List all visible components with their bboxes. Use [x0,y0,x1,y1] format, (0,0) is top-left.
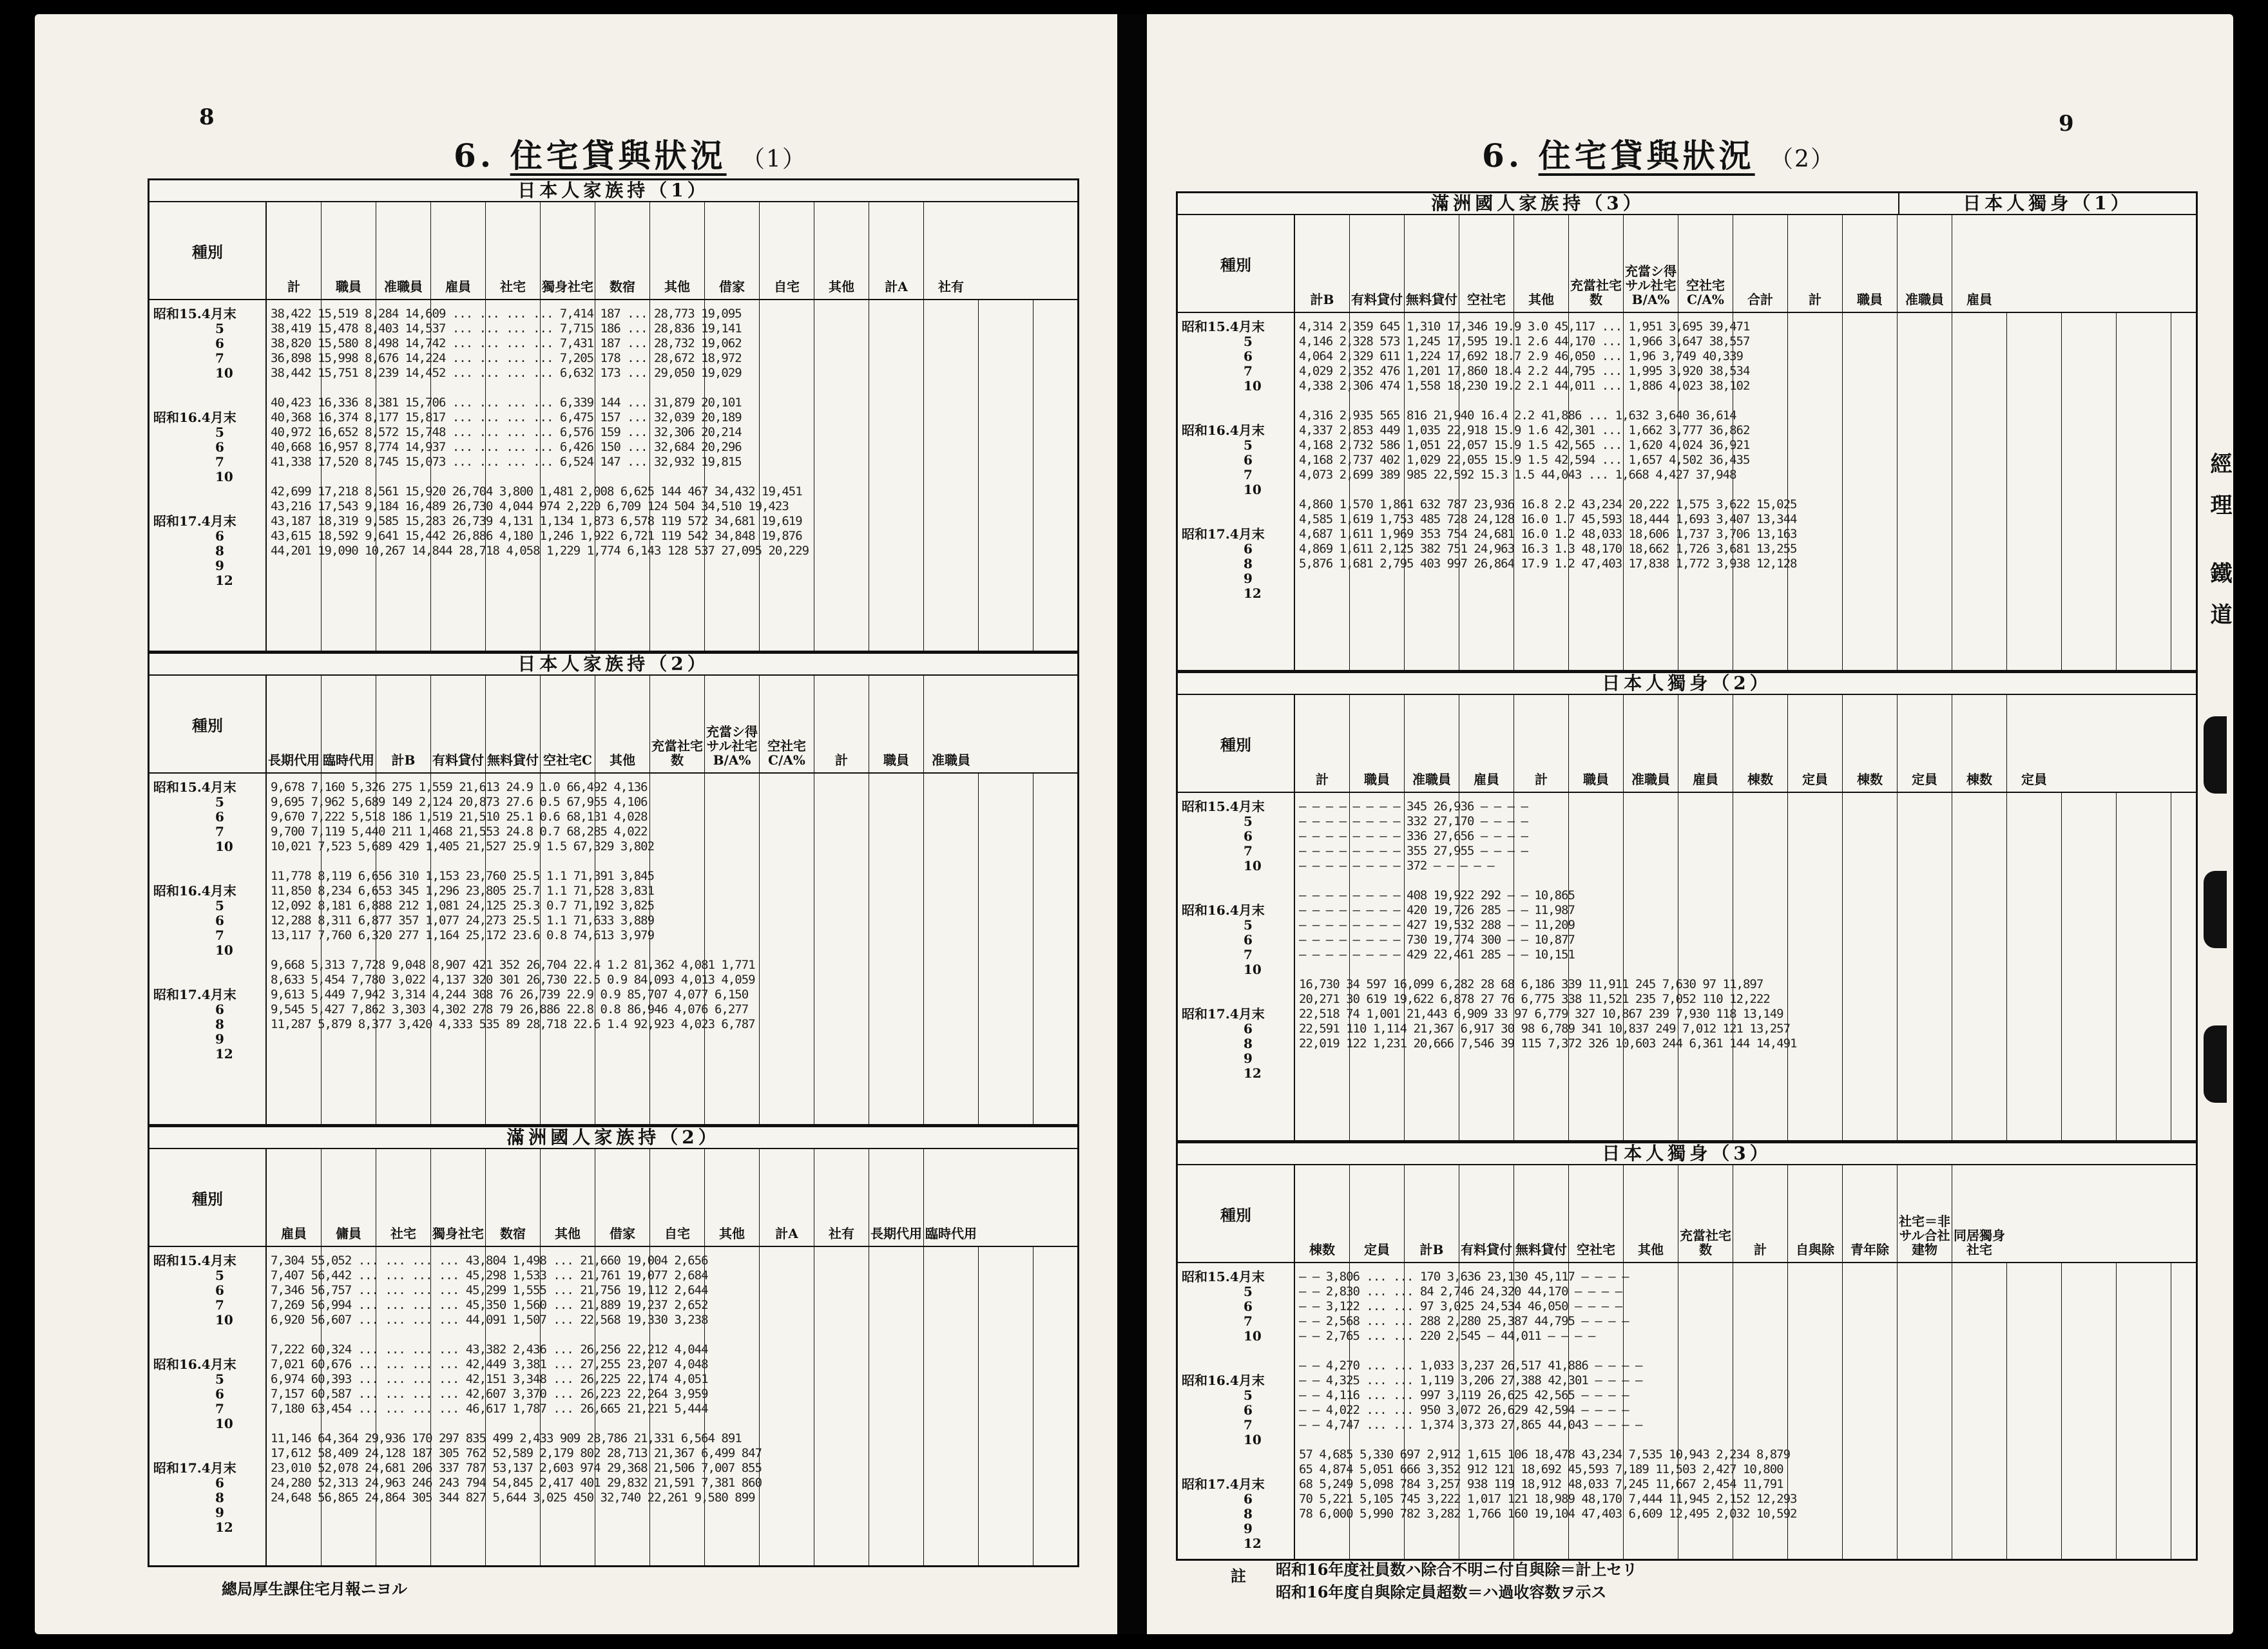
row-label: 昭和15.4月末 [1182,799,1265,814]
column-header: 傭員 [322,1149,376,1246]
row-label: 7 [215,454,224,470]
column-header: 准職員 [1624,695,1678,792]
column-header: 充當シ得サル社宅B/A% [1624,215,1678,312]
row-label: 5 [1244,1387,1253,1403]
note-line-2: 昭和16年度自與除定員超数＝ハ過收容数ヲ示ス [1276,1583,1607,1601]
table-title: 日本人獨身（2） [1178,673,2196,695]
title-suffix: （2） [1770,146,1835,173]
title-main: 住宅貸與狀況 [510,137,727,175]
column-header: 計A [869,202,924,299]
row-label: 昭和17.4月末 [1182,1476,1265,1492]
column-header: 其他 [650,202,705,299]
column-header: 雇員 [267,1149,322,1246]
row-label: 6 [215,1475,224,1491]
row-label: 5 [215,794,224,810]
row-label: 5 [1244,334,1253,349]
column-header: 雇員 [1966,292,1992,307]
row-label: 昭和17.4月末 [1182,1006,1265,1022]
column-headers [1295,695,2196,793]
row-label: 6 [1244,1402,1253,1418]
page-number-right: 9 [2059,111,2074,137]
column-header: 獨身社宅 [541,202,595,299]
column-header: 職員 [322,202,376,299]
row-label: 昭和17.4月末 [153,513,236,529]
column-header: 雇員 [1459,695,1514,792]
column-header: 計 [1295,695,1350,792]
row-label: 6 [1244,452,1253,468]
table-manchukuo-family-2 [148,1125,1079,1567]
title-main: 住宅貸與狀況 [1538,137,1755,175]
column-header: 長期代用 [869,1149,924,1246]
left-page [35,14,1117,1634]
column-headers [1295,215,2196,313]
table-title: 日本人家族持（2） [149,654,1077,676]
column-header: 准職員 [376,202,431,299]
row-label: 12 [1244,586,1262,601]
column-header: 社有 [938,279,964,294]
row-label: 5 [1244,917,1253,933]
row-label: 6 [1244,828,1253,844]
column-header: 計A [760,1149,814,1246]
column-header: 計 [267,202,322,299]
column-header: 職員 [1843,215,1898,312]
table-manchukuo-family-3 [1176,191,2198,672]
row-label: 6 [1244,348,1253,364]
row-label: 10 [215,365,233,381]
row-label: 昭和17.4月末 [153,1460,236,1476]
row-label: 10 [1244,482,1262,497]
row-label: 7 [1244,843,1253,859]
row-label: 昭和15.4月末 [153,306,236,321]
row-label: 7 [1244,363,1253,379]
row-label: 10 [215,469,233,484]
row-header: 種別 [1178,1165,1294,1263]
column-header: 定員 [1350,1165,1405,1262]
book-gutter [1117,14,1147,1634]
edge-tab [2204,871,2227,948]
column-header: 臨時代用 [322,676,376,772]
row-label: 10 [1244,1432,1262,1447]
column-header: 借家 [705,202,760,299]
table-japanese-single-2 [1176,671,2198,1142]
row-labels [149,202,267,651]
right-page [1147,14,2233,1634]
table-body [267,300,1077,651]
column-header: 充當社宅数 [650,676,705,772]
table-japanese-family-1 [148,178,1079,653]
row-label: 7 [215,1297,224,1313]
row-label: 昭和15.4月末 [1182,1269,1265,1284]
column-header: 空社宅 [1459,215,1514,312]
column-header: 計 [1788,215,1843,312]
page-title-right [1482,130,1835,176]
table-figures: 7,304 55,052 ... ... ... ... 43,804 1,498 ... 21,660 19,004 2,656 7,407 56,442 ... ... ... ... 45,298 1,533 ... 21,761 19,077 2,684 7,346 56,757 ... ... ... ... 45,299 1,555 ... 21,756 19,112 2,644 7,269 56,994 ... ... ... ... 45,350 1,560 ... 21,889 19,237 2,652 6,920 56,607 ... ... ... ... 44,091 1,507 ... 22,568 19,330 3,238 7,222 60,324 ... ... ... ... 43,382 2,436 ... 26,256 22,212 4,044 7,021 60,676 ... ... ... ... 42,449 3,381 ... 27,255 23,207 4,048 6,974 60,393 ... ... ... ... 42,151 3,348 ... 26,225 22,174 4,051 7,157 60,587 ... ... ... ... 42,607 3,370 ... 26,223 22,264 3,959 7,180 63,454 ... ... ... ... 46,617 1,787 ... 26,665 21,221 5,444 11,146 64,364 29,936 170 297 835 499 2,433 909 28,786 21,331 6,564 891 17,612 58,409 24,128 187 305 762 52,589 2,179 802 28,713 21,367 6,499 847 23,010 52,078 24,681 206 337 787 53,137 2,603 974 29,368 21,506 7,007 855 24,280 52,313 24,963 246 243 794 54,845 2,417 401 29,832 21,591 7,381 860 24,648 56,865 24,864 305 344 827 5,644 3,025 450 32,740 22,261 9,580 899 [271,1253,762,1505]
title-prefix: 6. [1482,137,1524,175]
row-label: 5 [1244,1284,1253,1299]
row-label: 6 [1244,541,1253,557]
row-labels [149,676,267,1124]
column-header: 合計 [1733,215,1788,312]
row-header: 種別 [149,676,265,774]
table-figures: — — 3,806 ... ... 170 3,636 23,130 45,117 — — — — — — 2,830 ... ... 84 2,746 24,320 44,170 — — — — — — 3,122 ... ... 97 3,025 24,534 46,050 — — — — — — 2,568 ... ... 288 2,280 25,387 44,795 — — — — — — 2,765 ... ... 220 2,545 — 44,011 — — — — — — 4,270 ... ... 1,033 3,237 26,517 41,886 — — — — — — 4,325 ... ... 1,119 3,206 27,388 42,301 — — — — — — 4,116 ... ... 997 3,119 26,625 42,565 — — — — — — 4,022 ... ... 950 3,072 26,629 42,594 — — — — — — 4,747 ... ... 1,374 3,373 27,865 44,043 — — — — 57 4,685 5,330 697 2,912 1,615 106 18,478 43,234 7,535 10,943 2,234 8,879 65 4,874 5,051 666 3,352 912 121 18,692 45,593 7,189 11,503 2,427 10,800 68 5,249 5,098 784 3,257 938 119 18,912 48,033 7,245 11,667 2,454 11,791 70 5,221 5,105 745 3,222 1,017 121 18,989 48,170 7,444 11,945 2,152 12,293 78 6,000 5,990 782 3,282 1,766 160 19,104 47,403 6,609 12,495 2,032 10,592 [1299,1270,1797,1521]
column-header: 空社宅C/A% [1678,215,1733,312]
table-title: 日本人家族持（1） [149,180,1077,202]
row-label: 12 [215,1046,233,1062]
row-label: 6 [215,1386,224,1402]
row-label: 5 [215,898,224,913]
footer-source: 總局厚生課住宅月報ニヨル [222,1579,407,1598]
table-title: 日本人獨身（3） [1178,1143,2196,1165]
row-label: 5 [215,1268,224,1283]
title-suffix: （1） [742,146,807,173]
column-header: 計B [1295,215,1350,312]
column-header: 職員 [1350,695,1405,792]
column-header: 社宅 [486,202,541,299]
column-header: 其他 [1624,1165,1678,1262]
column-header: 青年除 [1843,1165,1898,1262]
column-header: 計B [1405,1165,1459,1262]
row-label: 昭和15.4月末 [1182,319,1265,334]
column-header: 無料貸付 [1514,1165,1569,1262]
row-header: 種別 [1178,695,1294,793]
table-figures: 9,678 7,160 5,326 275 1,559 21,613 24.9 1.0 66,492 4,136 9,695 7,962 5,689 149 2,124 20,873 27.6 0.5 67,955 4,106 9,670 7,222 5,518 186 1,519 21,510 25.1 0.6 68,131 4,028 9,700 7,119 5,440 211 1,468 21,553 24.8 0.7 68,285 4,022 10,021 7,523 5,689 429 1,405 21,527 25.9 1.5 67,329 3,802 11,778 8,119 6,656 310 1,153 23,760 25.5 1.1 71,391 3,845 11,850 8,234 6,653 345 1,296 23,805 25.7 1.1 71,528 3,831 12,092 8,181 6,888 212 1,081 24,125 25.3 0.7 71,192 3,825 12,288 8,311 6,877 357 1,077 24,273 25.5 1.1 71,633 3,889 13,117 7,760 6,320 277 1,164 25,172 23.6 0.8 74,613 3,979 9,668 5,313 7,728 9,048 8,907 421 352 26,704 22.4 1.2 81,362 4,081 1,771 8,633 5,454 7,780 3,022 4,137 320 301 26,730 22.5 0.9 84,093 4,013 4,059 9,613 5,449 7,942 3,314 4,244 308 76 26,739 22.9 0.9 85,707 4,077 6,150 9,545 5,427 7,862 3,303 4,302 278 79 26,886 22.8 0.8 86,946 4,076 6,277 11,287 5,879 8,377 3,420 4,333 535 89 28,718 22.6 1.4 92,923 4,023 6,787 [271,780,755,1031]
edge-tab [2204,1025,2227,1103]
row-label: 7 [1244,467,1253,482]
row-label: 6 [1244,1021,1253,1036]
column-header: 社有 [814,1149,869,1246]
row-label: 5 [1244,814,1253,829]
row-label: 5 [215,424,224,440]
row-label: 7 [215,824,224,839]
row-label: 9 [1244,1051,1253,1066]
row-label: 9 [215,558,224,573]
table-body [1295,1263,2196,1559]
column-header: 其他 [1514,215,1569,312]
row-label: 6 [215,1002,224,1017]
table-japanese-single-3 [1176,1141,2198,1561]
table-title: 滿洲國人家族持（3） [1431,193,1645,214]
column-header: 借家 [595,1149,650,1246]
row-label: 8 [215,1016,224,1032]
column-header: 自宅 [760,202,814,299]
row-label: 10 [1244,962,1262,977]
row-header: 種別 [149,202,265,300]
column-header: 其他 [595,676,650,772]
row-label: 10 [215,1416,233,1431]
column-headers [267,202,1077,300]
column-header: 棟数 [1733,695,1788,792]
column-header: 准職員 [932,752,970,768]
table-title: 滿洲國人家族持（2） [149,1127,1077,1149]
row-label: 7 [215,928,224,943]
column-header: 社宅 [376,1149,431,1246]
row-label: 昭和16.4月末 [153,410,236,425]
column-header: 准職員 [1898,215,1952,312]
column-header: 空社宅 [1569,1165,1624,1262]
row-label: 昭和16.4月末 [153,1357,236,1372]
table-body [267,1247,1077,1565]
row-label: 昭和16.4月末 [153,883,236,899]
row-label: 7 [215,350,224,366]
title-prefix: 6. [454,137,495,175]
column-header: 充當シ得サル社宅B/A% [705,676,760,772]
table-title-secondary: 日本人獨身（1） [1898,193,2196,214]
row-label: 昭和16.4月末 [1182,902,1265,918]
column-header: 准職員 [1405,695,1459,792]
table-figures: — — — — — — — — 345 26,936 — — — — — — — — — — — — 332 27,170 — — — — — — — — — — — — 336 27,656 — — — — — — — — — — — — 355 27,955 — — — — — — — — — — — — 372 — — — — — — — — — — — — — 408 19,922 292 — — 10,865 — — — — — — — — 420 19,726 285 — — 11,987 — — — — — — — — 427 19,532 288 — — 11,209 — — — — — — — — 730 19,774 300 — — 10,877 — — — — — — — — 429 22,461 285 — — 10,151 16,730 34 597 16,099 6,282 28 68 6,186 339 11,911 245 7,630 97 11,897 20,271 30 619 19,622 6,878 27 76 6,775 338 11,521 235 7,052 110 12,222 22,518 74 1,001 21,443 6,909 33 97 6,779 327 10,867 239 7,930 118 13,149 22,591 110 1,114 21,367 6,917 30 98 6,789 341 10,837 249 7,012 121 13,257 22,019 122 1,231 20,666 7,546 39 115 7,372 326 10,603 244 6,361 144 14,491 [1299,799,1797,1051]
row-label: 12 [1244,1536,1262,1551]
column-header: 棟数 [1843,695,1898,792]
edge-tab [2204,716,2227,794]
row-header: 種別 [1178,215,1294,313]
column-header: 計B [376,676,431,772]
row-labels [1178,215,1295,670]
row-label: 10 [1244,858,1262,873]
column-header: 社宅＝非サル合社建物 [1898,1165,1952,1262]
column-header: 定員 [1898,695,1952,792]
row-label: 8 [1244,556,1253,571]
row-label: 昭和17.4月末 [1182,526,1265,542]
column-header: 計 [1514,695,1569,792]
row-label: 7 [1244,1417,1253,1433]
page-number-left: 8 [199,104,215,130]
table-body [1295,313,2196,670]
row-label: 8 [1244,1506,1253,1521]
column-header: 計 [1733,1165,1788,1262]
table-body [267,774,1077,1124]
row-header: 種別 [149,1149,265,1247]
table-figures: 4,314 2,359 645 1,310 17,346 19.9 3.0 45,117 ... 1,951 3,695 39,471 4,146 2,328 573 1,245 17,595 19.1 2.6 44,170 ... 1,966 3,647 38,557 4,064 2,329 611 1,224 17,692 18.7 2.9 46,050 ... 1,96 3,749 40,339 4,029 2,352 476 1,201 17,860 18.4 2.2 44,795 ... 1,995 3,920 38,534 4,338 2,306 474 1,558 18,230 19.2 2.1 44,011 ... 1,886 4,023 38,102 4,316 2,935 565 816 21,940 16.4 2.2 41,886 ... 1,632 3,640 36,614 4,337 2,853 449 1,035 22,918 15.9 1.6 42,301 ... 1,662 3,777 36,862 4,168 2,732 586 1,051 22,057 15.9 1.5 42,565 ... 1,620 4,024 36,921 4,168 2,737 402 1,029 22,055 15.9 1.5 42,594 ... 1,657 4,502 36,435 4,073 2,699 389 985 22,592 15.3 1.5 44,043 ... 1,668 4,427 37,948 4,860 1,570 1,861 632 787 23,936 16.8 2.2 43,234 20,222 1,575 3,622 15,025 4,585 1,619 1,753 485 728 24,128 16.0 1.7 45,593 18,444 1,693 3,407 13,344 4,687 1,611 1,969 353 754 24,681 16.0 1.2 48,033 18,606 1,737 3,706 13,163 4,869 1,611 2,125 382 751 24,963 16.3 1.3 48,170 18,662 1,726 3,681 13,255 5,876 1,681 2,795 403 997 26,864 17.9 1.2 47,403 17,838 1,772 3,938 12,128 [1299,319,1797,571]
row-label: 10 [215,839,233,854]
row-labels [1178,695,1295,1140]
row-label: 6 [1244,932,1253,948]
note-line-1: 昭和16年度社員数ハ除合不明ニ付自與除＝計上セリ [1276,1560,1638,1579]
column-header: 無料貸付 [1405,215,1459,312]
page-title-left [454,130,807,176]
column-header: 同居獨身社宅 [1954,1228,2005,1257]
row-label: 5 [1244,437,1253,453]
row-label: 10 [215,942,233,958]
row-label: 6 [215,913,224,928]
column-header: 空社宅C/A% [760,676,814,772]
column-header: 職員 [869,676,924,772]
column-header: 定員 [2021,772,2047,787]
column-header: 充當社宅数 [1678,1165,1733,1262]
table-body [1295,793,2196,1140]
row-label: 9 [1244,1521,1253,1536]
row-label: 8 [215,1490,224,1505]
column-header: 空社宅C [541,676,595,772]
row-label: 6 [215,336,224,351]
row-label: 昭和17.4月末 [153,987,236,1002]
column-header: 臨時代用 [925,1226,977,1241]
column-header: 其他 [541,1149,595,1246]
column-header: 有料貸付 [1459,1165,1514,1262]
row-label: 7 [1244,1313,1253,1329]
column-header: 棟数 [1295,1165,1350,1262]
note-label: 註 [1231,1567,1246,1585]
column-header: 数宿 [595,202,650,299]
row-label: 12 [215,1520,233,1535]
column-headers [1295,1165,2196,1263]
row-label: 6 [1244,1299,1253,1314]
column-header: 棟数 [1952,695,2007,792]
row-label: 昭和16.4月末 [1182,423,1265,438]
row-label: 5 [215,1371,224,1387]
column-header: 自與除 [1788,1165,1843,1262]
row-labels [149,1149,267,1565]
table-figures: 38,422 15,519 8,284 14,609 ... ... ... ... 7,414 187 ... 28,773 19,095 38,419 15,478 8,403 14,537 ... ... ... ... 7,715 186 ... 28,836 19,141 38,820 15,580 8,498 14,742 ... ... ... ... 7,431 187 ... 28,732 19,062 36,898 15,998 8,676 14,224 ... ... ... ... 7,205 178 ... 28,672 18,972 38,442 15,751 8,239 14,452 ... ... ... ... 6,632 173 ... 29,050 19,029 40,423 16,336 8,381 15,706 ... ... ... ... 6,339 144 ... 31,879 20,101 40,368 16,374 8,177 15,817 ... ... ... ... 6,475 157 ... 32,039 20,189 40,972 16,652 8,572 15,748 ... ... ... ... 6,576 159 ... 32,306 20,214 40,668 16,957 8,774 14,937 ... ... ... ... 6,426 150 ... 32,684 20,296 41,338 17,520 8,745 15,073 ... ... ... ... 6,524 147 ... 32,932 19,815 42,699 17,218 8,561 15,920 26,704 3,800 1,481 2,008 6,625 144 467 34,432 19,451 43,216 17,543 9,184 16,489 26,730 4,044 974 2,220 6,709 124 504 34,510 19,423 43,187 18,319 9,585 15,283 26,739 4,131 1,134 1,873 6,578 119 572 34,681 19,619 43,615 18,592 9,641 15,442 26,886 4,180 1,246 1,922 6,721 119 542 34,848 19,876 44,201 19,090 10,267 14,844 28,718 4,058 1,229 1,774 6,143 128 537 27,095 20,229 [271,307,809,558]
row-label: 9 [215,1505,224,1520]
row-label: 12 [1244,1065,1262,1081]
column-header: 獨身社宅 [431,1149,486,1246]
row-labels [1178,1165,1295,1559]
column-header: 長期代用 [267,676,322,772]
row-label: 10 [215,1312,233,1328]
row-label: 6 [215,1282,224,1298]
column-header: 有料貸付 [431,676,486,772]
row-label: 12 [215,573,233,588]
row-label: 昭和15.4月末 [153,779,236,795]
row-label: 9 [215,1031,224,1047]
column-header: 有料貸付 [1350,215,1405,312]
row-label: 昭和16.4月末 [1182,1373,1265,1388]
column-header: 数宿 [486,1149,541,1246]
row-label: 5 [215,321,224,336]
row-label: 9 [1244,571,1253,586]
row-label: 6 [215,439,224,455]
row-label: 昭和15.4月末 [153,1253,236,1268]
column-header: 自宅 [650,1149,705,1246]
column-headers [267,676,1077,774]
column-header: 雇員 [431,202,486,299]
row-label: 8 [1244,1036,1253,1051]
spine-label: 經理 鐵道 [2206,452,2232,644]
row-label: 6 [215,809,224,824]
row-label: 7 [215,1401,224,1416]
column-header: 其他 [705,1149,760,1246]
row-label: 10 [1244,1328,1262,1344]
row-label: 7 [1244,947,1253,962]
column-headers [267,1149,1077,1247]
column-header: 計 [814,676,869,772]
row-label: 8 [215,543,224,558]
column-header: 充當社宅数 [1569,215,1624,312]
column-header: 職員 [1569,695,1624,792]
table-japanese-family-2 [148,652,1079,1126]
column-header: 雇員 [1678,695,1733,792]
row-label: 10 [1244,378,1262,394]
column-header: 無料貸付 [486,676,541,772]
column-header: 定員 [1788,695,1843,792]
row-label: 6 [215,528,224,544]
row-label: 6 [1244,1491,1253,1507]
column-header: 其他 [814,202,869,299]
